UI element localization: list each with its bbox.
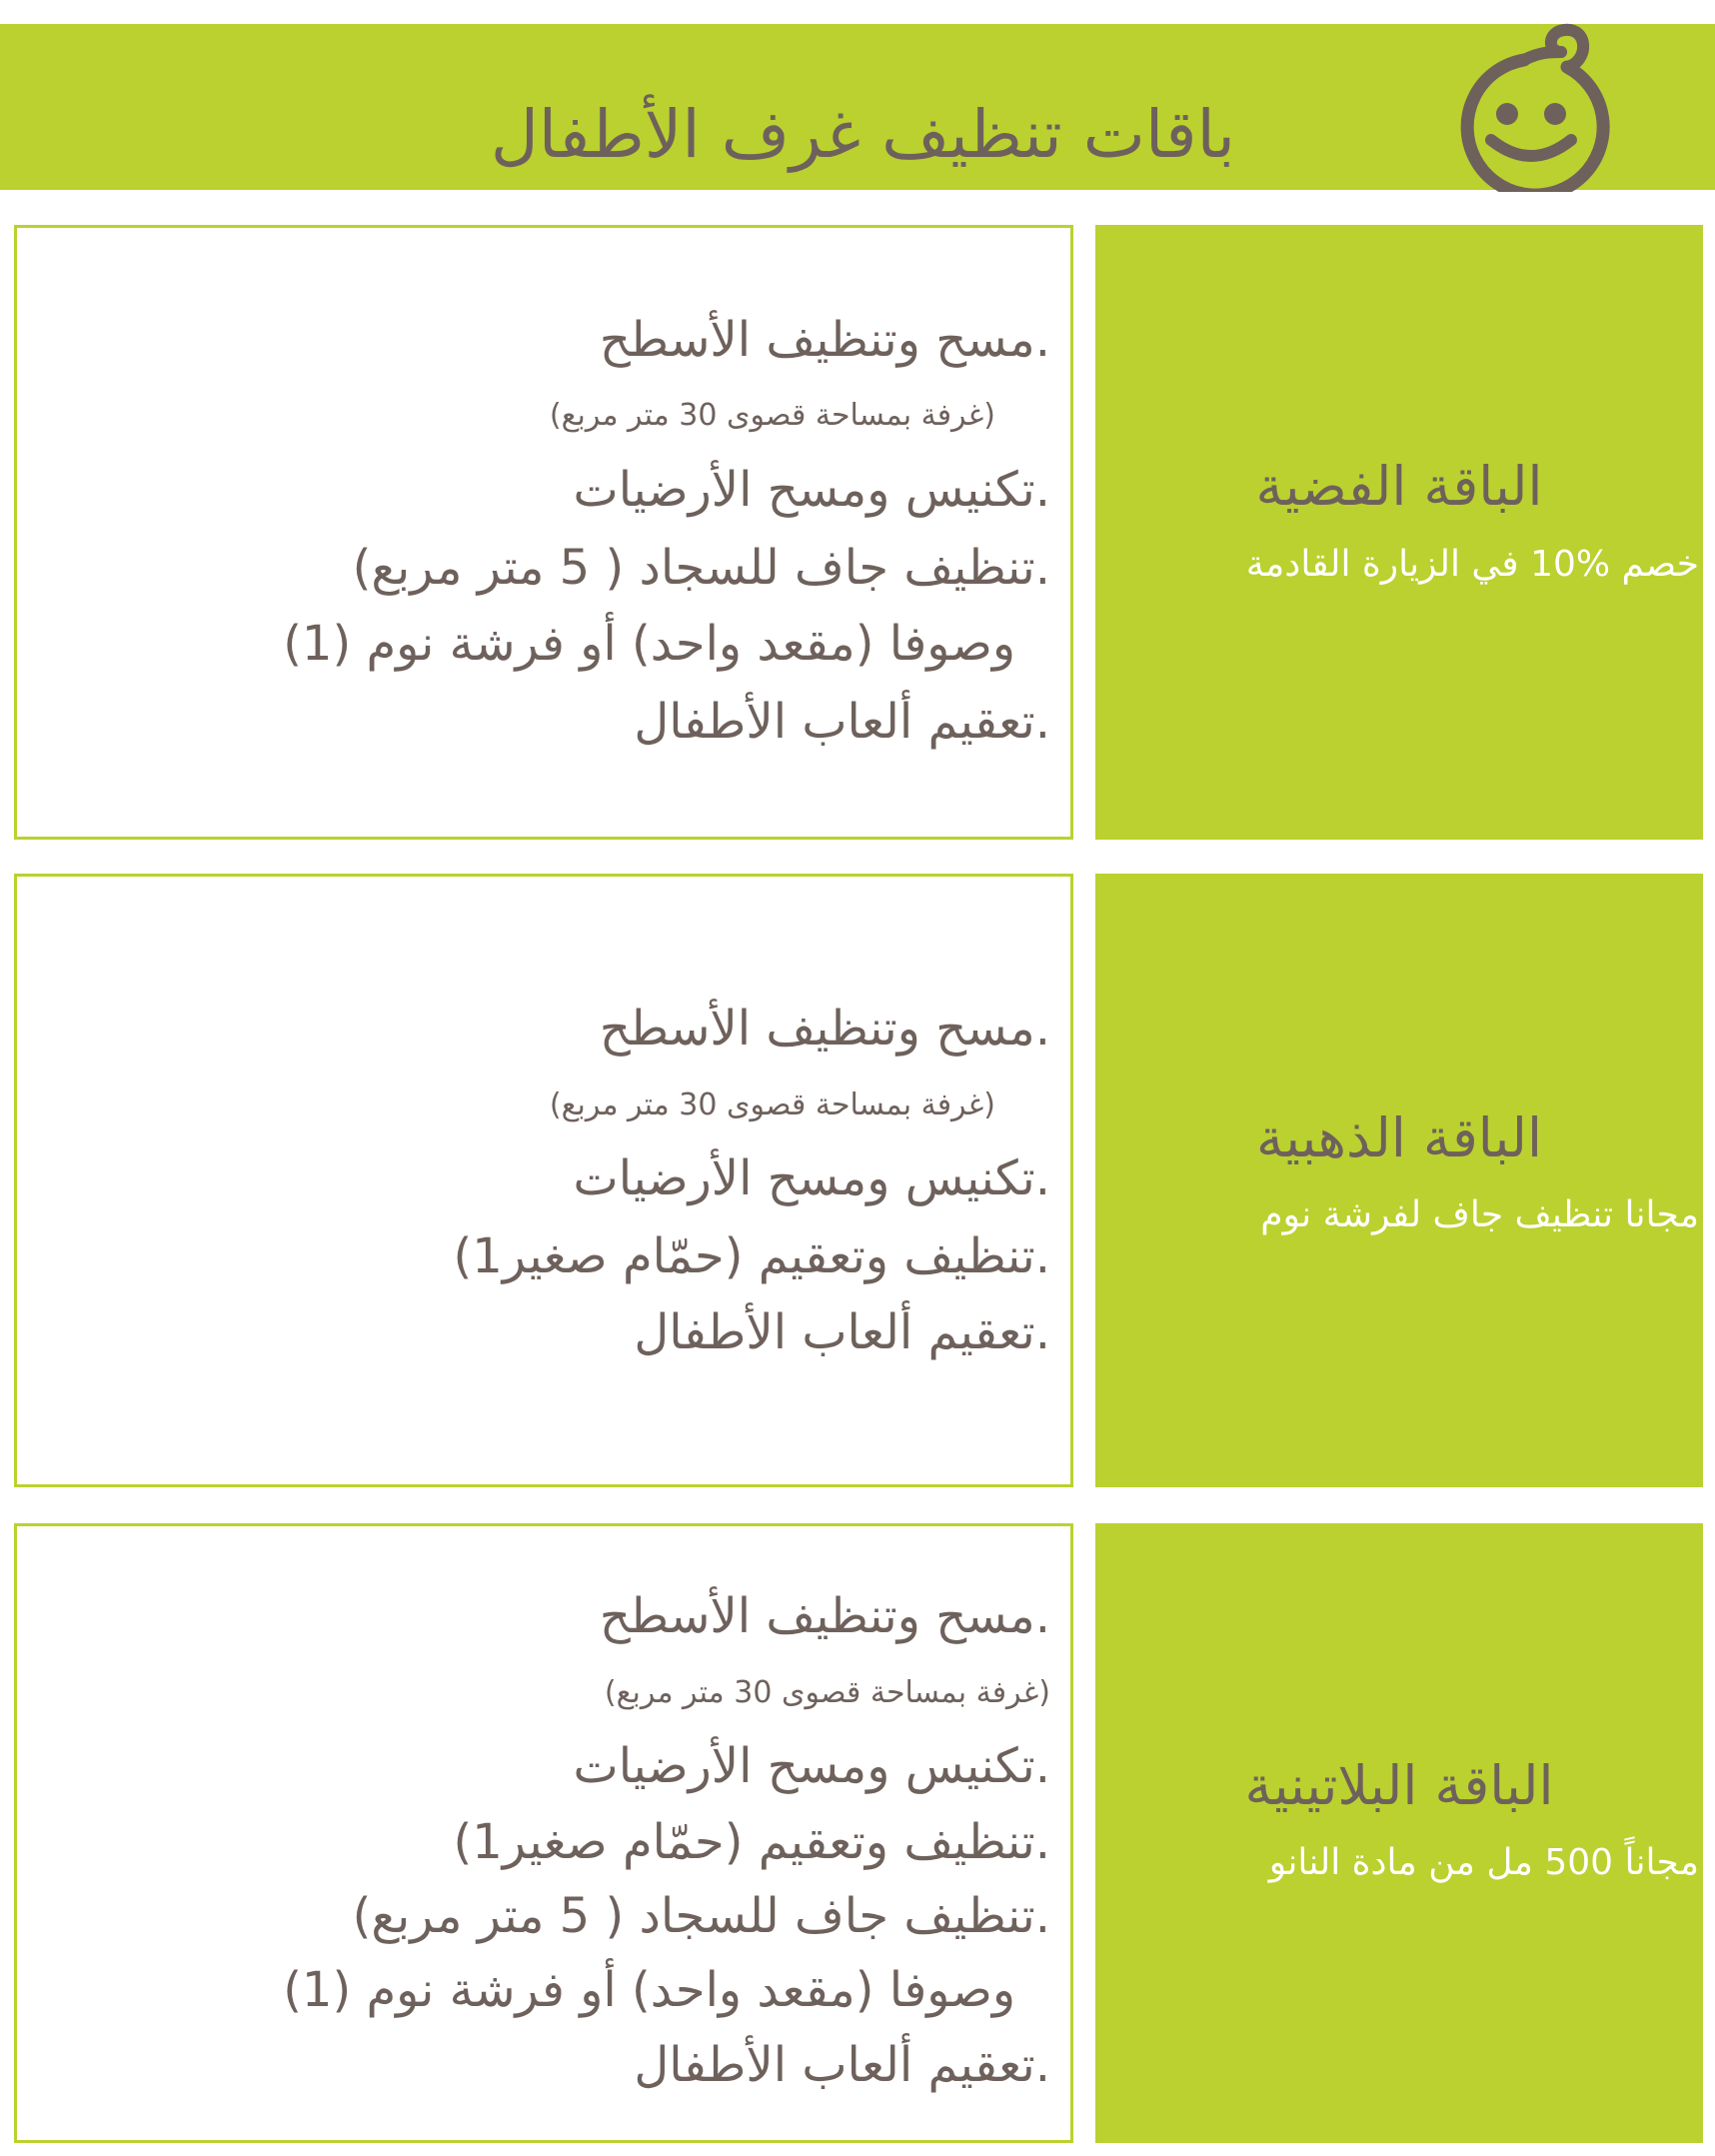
list-item: .مسح وتنظيف الأسطح (599, 1588, 1050, 1644)
list-item: وصوفا (مقعد واحد) أو فرشة نوم (1) (283, 616, 1015, 672)
list-item: .تنظيف وتعقيم (حمّام صغير1) (453, 1814, 1050, 1870)
package-items-box (14, 1523, 1073, 2143)
package-bonus: مجاناً 500 مل من مادة النانو (1268, 1842, 1699, 1883)
package-label-panel (1095, 1523, 1703, 2143)
package-bonus: مجانا تنظيف جاف لفرشة نوم (1260, 1194, 1699, 1235)
list-item: .مسح وتنظيف الأسطح (599, 312, 1050, 368)
list-item: .مسح وتنظيف الأسطح (599, 1001, 1050, 1057)
list-item: (غرفة بمساحة قصوى 30 متر مربع) (549, 398, 995, 433)
list-item: .تكنيس ومسح الأرضيات (573, 1150, 1050, 1206)
package-gold (14, 874, 1713, 1487)
package-silver (14, 225, 1713, 840)
package-label-panel (1095, 225, 1703, 840)
package-platinum (14, 1523, 1713, 2143)
list-item: .تنظيف جاف للسجاد ( 5 متر مربع) (352, 1888, 1050, 1944)
list-item: .تنظيف وتعقيم (حمّام صغير1) (453, 1228, 1050, 1284)
list-item: .تنظيف جاف للسجاد ( 5 متر مربع) (352, 540, 1050, 596)
package-items-box (14, 225, 1073, 840)
package-name: الباقة البلاتينية (1244, 1754, 1554, 1817)
package-items-box (14, 874, 1073, 1487)
list-item: .تكنيس ومسح الأرضيات (573, 1738, 1050, 1794)
package-name: الباقة الفضية (1255, 455, 1543, 518)
list-item: (غرفة بمساحة قصوى 30 متر مربع) (549, 1087, 995, 1122)
package-label-panel (1095, 874, 1703, 1487)
package-bonus: خصم %10 في الزيارة القادمة (1245, 544, 1699, 585)
page-title: باقات تنظيف غرف الأطفال (490, 96, 1235, 173)
list-item: .تعقيم ألعاب الأطفال (634, 2037, 1050, 2093)
package-name: الباقة الذهبية (1256, 1106, 1542, 1169)
baby-face-icon (1439, 22, 1619, 192)
list-item: (غرفة بمساحة قصوى 30 متر مربع) (604, 1675, 1050, 1710)
list-item: .تعقيم ألعاب الأطفال (634, 694, 1050, 750)
list-item: .تكنيس ومسح الأرضيات (573, 462, 1050, 518)
list-item: .تعقيم ألعاب الأطفال (634, 1304, 1050, 1360)
list-item: وصوفا (مقعد واحد) أو فرشة نوم (1) (283, 1962, 1015, 2018)
